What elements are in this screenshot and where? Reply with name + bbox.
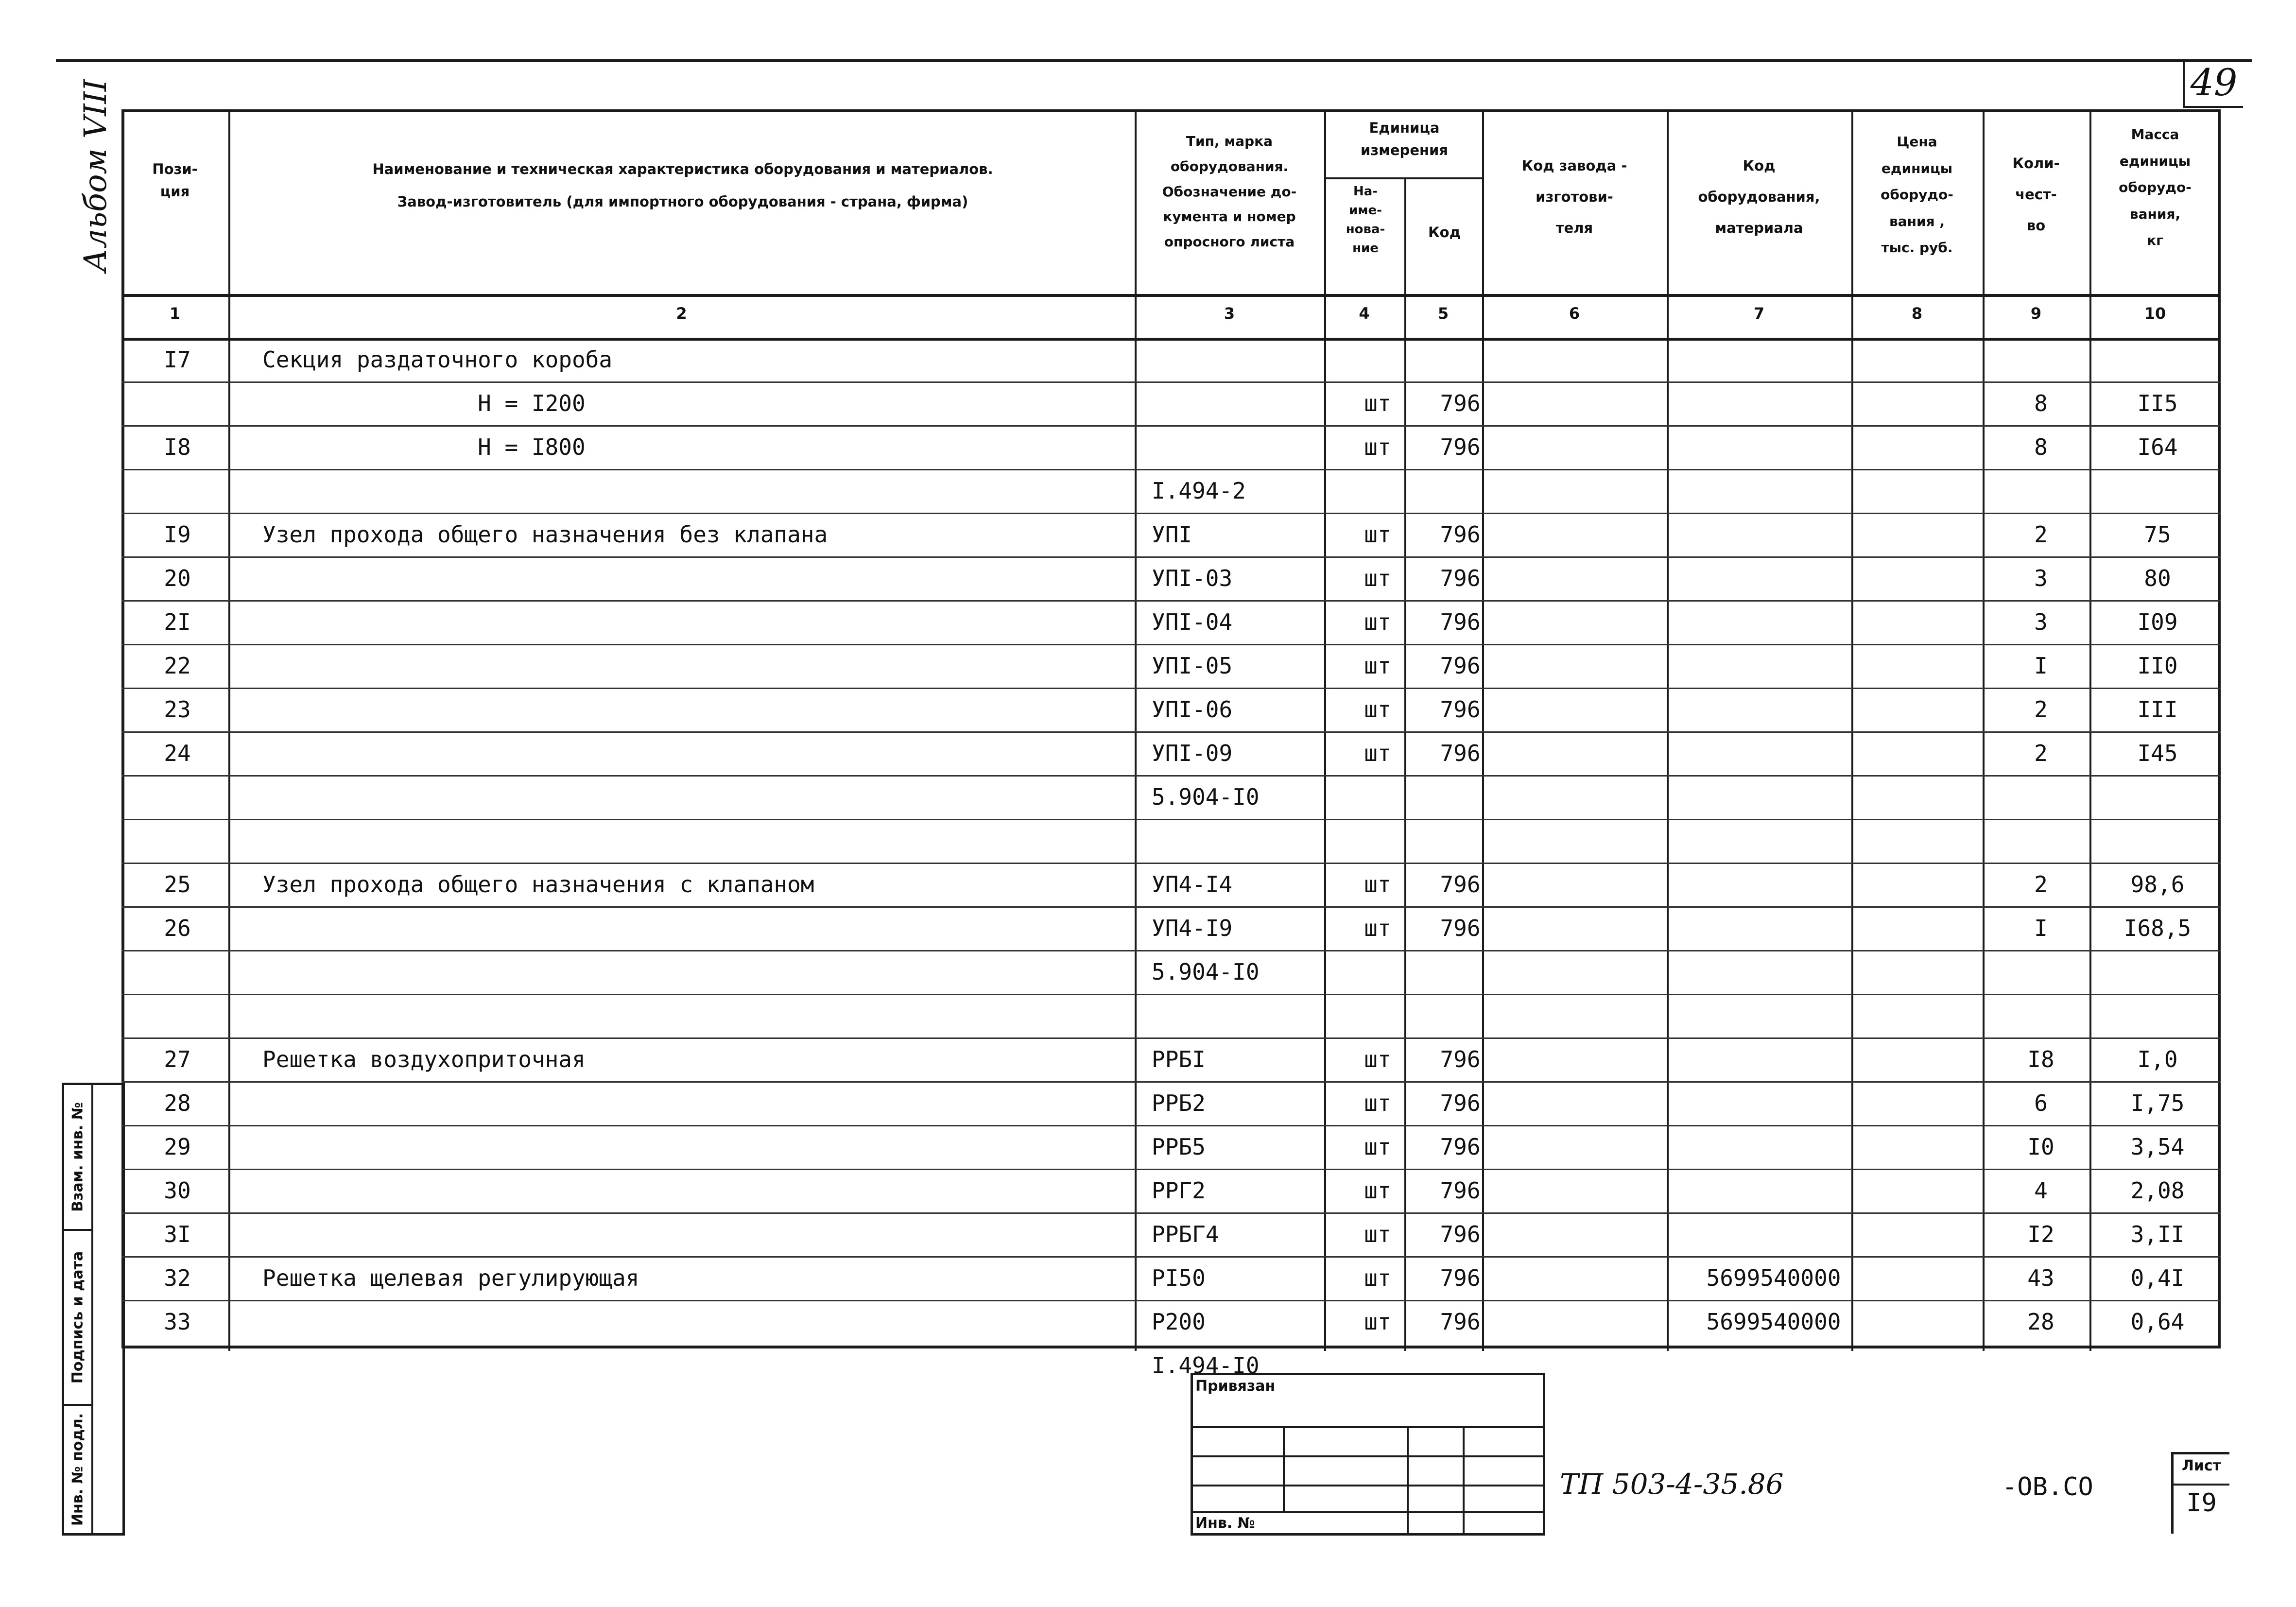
row-type: РРБ5 [1152,1134,1206,1160]
side-stamp [62,1083,125,1536]
row-type: УПI-09 [1152,740,1233,766]
row-mass: III [2137,696,2178,723]
row-unit-code: 796 [1440,1090,1481,1116]
row-mass: II0 [2137,653,2178,679]
row-quantity: 28 [2027,1309,2054,1335]
row-name: Секция раздаточного короба [262,346,613,373]
row-type: УП4-I9 [1152,915,1233,941]
row-type: УПI-05 [1152,653,1233,679]
table-row [121,556,2221,600]
row-type: 5.904-I0 [1152,959,1260,985]
row-unit: шт [1364,1090,1391,1116]
row-unit-code: 796 [1440,1265,1481,1291]
row-mass: 3,II [2130,1221,2185,1247]
row-type: 5.904-I0 [1152,784,1260,810]
row-unit-code: 796 [1440,1221,1481,1247]
row-quantity: 2 [2034,696,2048,723]
row-unit-code: 796 [1440,871,1481,898]
row-type: РРБI [1152,1046,1206,1072]
row-unit-code: 796 [1440,609,1481,635]
table-row [121,425,2221,469]
row-position: I8 [164,434,191,460]
row-position: 22 [164,653,191,679]
row-position: 27 [164,1046,191,1072]
document-code: ТП 503-4-35.86 [1560,1468,1784,1501]
row-quantity: I0 [2027,1134,2054,1160]
row-unit-code: 796 [1440,390,1481,416]
table-row [121,688,2221,731]
table-row [121,819,2221,863]
album-label: Альбом VIII [78,79,114,272]
stamp-bound-label: Привязан [1195,1378,1276,1395]
row-mass: I,0 [2137,1046,2178,1072]
row-type: РРБГ4 [1152,1221,1219,1247]
row-quantity: 8 [2034,434,2048,460]
row-mass: I,75 [2130,1090,2185,1116]
row-mass: II5 [2137,390,2178,416]
header-maker-code: Код завода - изготови- теля [1521,157,1627,236]
row-type: УПI [1152,521,1192,548]
sheet-label: Лист [2181,1457,2222,1474]
row-unit: шт [1364,915,1391,941]
row-name: Решетка воздухоприточная [262,1046,586,1072]
stamp-inv-label: Инв. № [1195,1515,1255,1532]
row-position: 32 [164,1265,191,1291]
row-mass: I09 [2137,609,2178,635]
table-row [121,906,2221,950]
header-name: Наименование и техническая характеристика оборудования и материалов. Завод-изготовитель (для импортного оборудования - страна, фирма) [372,161,993,210]
row-name: Н = I800 [262,434,586,460]
row-mass: 0,64 [2130,1309,2185,1335]
row-unit: шт [1364,1046,1391,1072]
row-mass: 80 [2144,565,2171,591]
table-row [121,775,2221,819]
row-unit: шт [1364,390,1391,416]
row-unit-code: 796 [1440,1134,1481,1160]
row-position: 2I [164,609,191,635]
row-type: РРБ2 [1152,1090,1206,1116]
table-row [121,469,2221,513]
row-mass: I64 [2137,434,2178,460]
header-mass: Масса единицы оборудо- вания, кг [2119,126,2192,249]
row-position: 3I [164,1221,191,1247]
row-type: I.494-I0 [1152,1352,1260,1379]
column-number: 8 [1911,304,1923,323]
row-position: I9 [164,521,191,548]
table-row [121,1081,2221,1125]
row-position: 28 [164,1090,191,1116]
row-name: Решетка щелевая регулирующая [262,1265,639,1291]
row-unit-code: 796 [1440,915,1481,941]
row-unit: шт [1364,740,1391,766]
row-unit-code: 796 [1440,740,1481,766]
header-position: Пози- ция [152,161,198,200]
sheet-number: I9 [2174,1484,2229,1518]
row-unit-code: 796 [1440,565,1481,591]
table-row [121,1344,2221,1387]
header-unit-code: Код [1428,224,1461,241]
row-name: Узел прохода общего назначения с клапаном [262,871,814,898]
row-type: УПI-04 [1152,609,1233,635]
row-unit-code: 796 [1440,696,1481,723]
row-quantity: 43 [2027,1265,2054,1291]
approval-stamp [1191,1373,1545,1536]
row-unit-code: 796 [1440,1309,1481,1335]
table-row [121,338,2221,381]
table-row [121,513,2221,556]
column-number: 10 [2144,304,2166,323]
column-number: 2 [676,304,687,323]
side-signature-date: Подпись и дата [64,1231,91,1406]
row-type: УПI-03 [1152,565,1233,591]
column-number: 6 [1569,304,1580,323]
row-mass: 3,54 [2130,1134,2185,1160]
row-unit: шт [1364,653,1391,679]
row-type: I.494-2 [1152,478,1246,504]
table-row [121,1169,2221,1212]
row-unit: шт [1364,1221,1391,1247]
row-quantity: 4 [2034,1177,2048,1204]
row-unit: шт [1364,565,1391,591]
row-equipment-code: 5699540000 [1706,1265,1841,1291]
row-quantity: 8 [2034,390,2048,416]
row-quantity: 2 [2034,740,2048,766]
row-type: УП4-I4 [1152,871,1233,898]
header-unit-name: На- име- нова- ние [1346,184,1385,256]
table-row [121,731,2221,775]
row-quantity: 3 [2034,565,2048,591]
row-unit: шт [1364,696,1391,723]
document-suffix: -ОВ.СО [2002,1472,2093,1502]
header-equipment-code: Код оборудования, материала [1698,157,1820,236]
row-unit: шт [1364,871,1391,898]
row-quantity: 6 [2034,1090,2048,1116]
row-position: 29 [164,1134,191,1160]
row-position: 26 [164,915,191,941]
table-row [121,1256,2221,1300]
side-inv-original: Инв. № подл. [69,1413,86,1526]
header-unit-group: Единица измерения [1361,120,1448,159]
row-position: 33 [164,1309,191,1335]
row-unit-code: 796 [1440,653,1481,679]
row-position: 25 [164,871,191,898]
row-quantity: I2 [2027,1221,2054,1247]
table-row [121,1037,2221,1081]
row-position: I7 [164,346,191,373]
row-unit: шт [1364,1134,1391,1160]
row-unit: шт [1364,1177,1391,1204]
row-unit: шт [1364,1309,1391,1335]
table-row [121,994,2221,1037]
table-row [121,863,2221,906]
page-edge-line [56,59,2252,62]
column-number: 3 [1224,304,1235,323]
row-type: PI50 [1152,1265,1206,1291]
row-quantity: I [2034,915,2048,941]
column-number: 1 [169,304,181,323]
row-type: РРГ2 [1152,1177,1206,1204]
row-unit-code: 796 [1440,521,1481,548]
row-equipment-code: 5699540000 [1706,1309,1841,1335]
row-quantity: I8 [2027,1046,2054,1072]
row-quantity: I [2034,653,2048,679]
row-unit: шт [1364,609,1391,635]
side-replace-inv: Взам. инв. № [64,1085,91,1231]
header-price: Цена единицы оборудо- вания , тыс. руб. [1881,134,1953,256]
row-mass: I68,5 [2123,915,2192,941]
column-number: 4 [1359,304,1370,323]
row-mass: 2,08 [2130,1177,2185,1204]
row-mass: 98,6 [2130,871,2185,898]
row-unit: шт [1364,1265,1391,1291]
page-number: 49 [2183,59,2243,108]
table-row [121,950,2221,994]
column-number: 9 [2030,304,2042,323]
row-quantity: 3 [2034,609,2048,635]
row-position: 24 [164,740,191,766]
sheet-box [2171,1452,2229,1534]
row-mass: 75 [2144,521,2171,548]
row-unit-code: 796 [1440,434,1481,460]
table-row [121,381,2221,425]
row-unit-code: 796 [1440,1177,1481,1204]
row-unit: шт [1364,434,1391,460]
header-type: Тип, марка оборудования. Обозначение до- кумента и номер опросного листа [1162,133,1297,250]
row-type: P200 [1152,1309,1206,1335]
row-position: 30 [164,1177,191,1204]
table-row [121,600,2221,644]
row-mass: 0,4I [2130,1265,2185,1291]
row-position: 23 [164,696,191,723]
row-name: Н = I200 [262,390,586,416]
row-name: Узел прохода общего назначения без клапана [262,521,828,548]
table-row [121,1125,2221,1169]
row-type: УПI-06 [1152,696,1233,723]
table-row [121,1300,2221,1344]
row-unit: шт [1364,521,1391,548]
specification-table [121,109,2221,1379]
row-mass: I45 [2137,740,2178,766]
table-row [121,1212,2221,1256]
column-number: 7 [1753,304,1765,323]
row-position: 20 [164,565,191,591]
table-row [121,644,2221,688]
row-unit-code: 796 [1440,1046,1481,1072]
header-quantity: Коли- чест- во [2012,155,2060,234]
row-quantity: 2 [2034,521,2048,548]
column-number: 5 [1437,304,1449,323]
row-quantity: 2 [2034,871,2048,898]
